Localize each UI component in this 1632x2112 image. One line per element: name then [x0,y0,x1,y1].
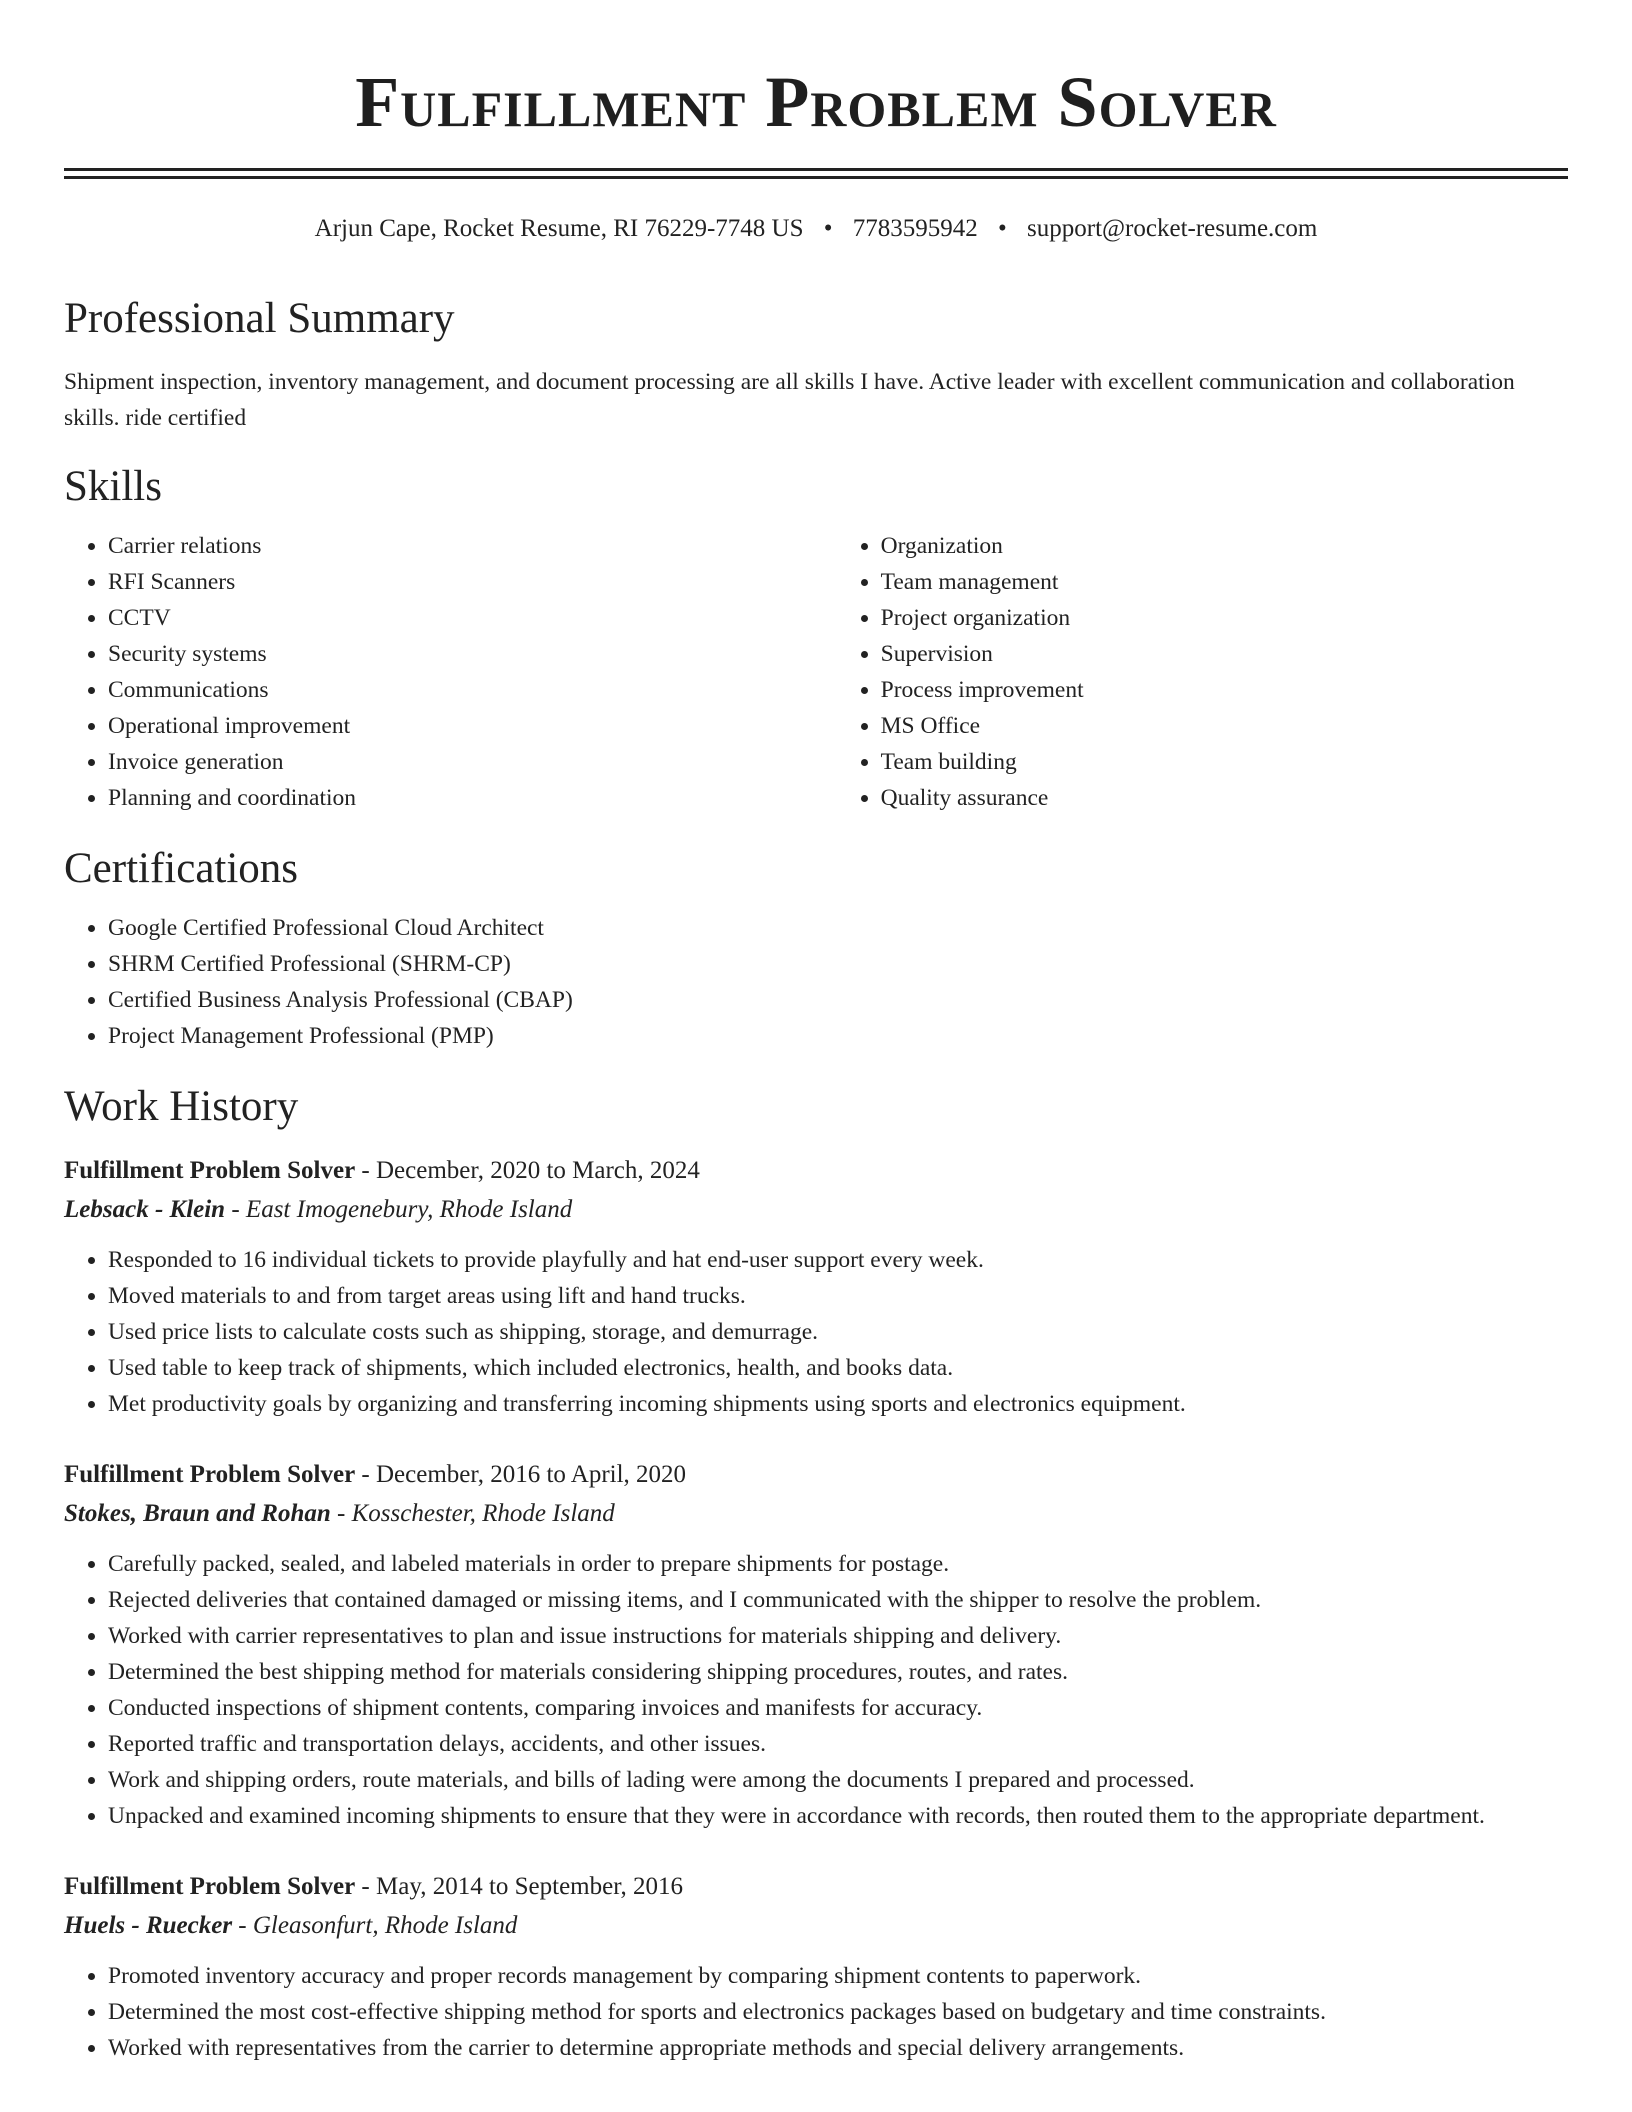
summary-text: Shipment inspection, inventory management, and document processing are all skills I have. Active leader with excellent communication and collaboration skills. ride certified [64,369,1515,431]
job-entry [64,1152,1568,1422]
job-bullet: • Rejected deliveries that contained damaged or missing items, and I communicated with the shipper to resolve the problem. [108,1582,1568,1618]
employer-name: Huels - Ruecker [64,1912,233,1939]
job-bullets [64,1546,1568,1834]
skills-list-left [64,528,837,816]
certifications-list [64,910,1568,1054]
contact-email: support@rocket-resume.com [1027,215,1318,242]
employer-location: - East Imogenebury, Rhode Island [225,1196,573,1223]
job-bullet: • Worked with carrier representatives to plan and issue instructions for materials shipping and delivery. [108,1618,1568,1654]
job-bullet: • Used price lists to calculate costs such as shipping, storage, and demurrage. [108,1314,1568,1350]
employer-location: - Kosschester, Rhode Island [330,1500,615,1527]
skill-item: • Process improvement [881,672,1568,708]
job-bullet: • Carefully packed, sealed, and labeled materials in order to prepare shipments for postage. [108,1546,1568,1582]
skill-item: • Planning and coordination [108,780,837,816]
job-bullet: • Worked with representatives from the carrier to determine appropriate methods and special delivery arrangements. [108,2030,1568,2066]
certification-item: • SHRM Certified Professional (SHRM-CP) [108,946,1568,982]
employer-line [64,1906,1568,1946]
job-bullet: • Moved materials to and from target areas using lift and hand trucks. [108,1278,1568,1314]
skill-item: • MS Office [881,708,1568,744]
job-bullet: • Determined the most cost-effective shipping method for sports and electronics packages based on budgetary and time constraints. [108,1994,1568,2030]
skills-list-right [837,528,1568,816]
job-bullet: • Work and shipping orders, route materials, and bills of lading were among the documents I prepared and processed. [108,1762,1568,1798]
employer-name: Lebsack - Klein [64,1196,226,1223]
job-entry [64,1456,1568,1834]
skill-item: • Security systems [108,636,837,672]
skill-item: • Project organization [881,600,1568,636]
job-bullets [64,1242,1568,1422]
contact-address: Arjun Cape, Rocket Resume, RI 76229-7748 US [314,215,804,242]
job-bullets [64,1958,1568,2066]
job-title-line [64,1456,1568,1494]
job-bullet: • Promoted inventory accuracy and proper records management by comparing shipment contents to paperwork. [108,1958,1568,1994]
certification-item: • Certified Business Analysis Professional (CBAP) [108,982,1568,1018]
job-title: Fulfillment Problem Solver [64,1157,356,1184]
certification-item: • Project Management Professional (PMP) [108,1018,1568,1054]
skill-item: • Quality assurance [881,780,1568,816]
contact-line [64,214,1568,244]
job-dates: - December, 2020 to March, 2024 [355,1157,700,1184]
employer-line [64,1494,1568,1534]
job-title: Fulfillment Problem Solver [64,1461,356,1488]
skill-item: • Organization [881,528,1568,564]
job-bullet: • Determined the best shipping method for materials considering shipping procedures, routes, and rates. [108,1654,1568,1690]
contact-separator: • [998,215,1007,242]
page-title: Fulfillment Problem Solver [355,62,1277,142]
summary-heading: Professional Summary [64,295,455,342]
job-title-line [64,1152,1568,1190]
title-divider [64,168,1568,179]
contact-separator: • [823,215,833,242]
skills-columns [64,528,1568,816]
job-title-line [64,1868,1568,1906]
skill-item: • CCTV [108,600,837,636]
job-dates: - December, 2016 to April, 2020 [355,1461,687,1488]
job-bullet: • Reported traffic and transportation delays, accidents, and other issues. [108,1726,1568,1762]
job-bullet: • Unpacked and examined incoming shipments to ensure that they were in accordance with records, then routed them to the appropriate department. [108,1798,1568,1834]
skill-item: • Team management [881,564,1568,600]
job-bullet: • Met productivity goals by organizing and transferring incoming shipments using sports and electronics equipment. [108,1386,1568,1422]
skills-heading: Skills [64,463,162,510]
employer-line [64,1190,1568,1230]
employer-location: - Gleasonfurt, Rhode Island [232,1912,518,1939]
skill-item: • Operational improvement [108,708,837,744]
certifications-heading: Certifications [64,845,299,892]
contact-phone: 7783595942 [852,215,978,242]
job-entry [64,1868,1568,2066]
skill-item: • Supervision [881,636,1568,672]
skill-item: • Carrier relations [108,528,837,564]
skill-item: • Communications [108,672,837,708]
job-bullet: • Conducted inspections of shipment contents, comparing invoices and manifests for accuracy. [108,1690,1568,1726]
job-bullet: • Responded to 16 individual tickets to provide playfully and hat end-user support every week. [108,1242,1568,1278]
skill-item: • Team building [881,744,1568,780]
certification-item: • Google Certified Professional Cloud Architect [108,910,1568,946]
skill-item: • Invoice generation [108,744,837,780]
skill-item: • RFI Scanners [108,564,837,600]
job-title: Fulfillment Problem Solver [64,1873,356,1900]
work-history-heading: Work History [64,1083,299,1130]
job-dates: - May, 2014 to September, 2016 [355,1873,684,1900]
employer-name: Stokes, Braun and Rohan [64,1500,331,1527]
job-bullet: • Used table to keep track of shipments, which included electronics, health, and books data. [108,1350,1568,1386]
